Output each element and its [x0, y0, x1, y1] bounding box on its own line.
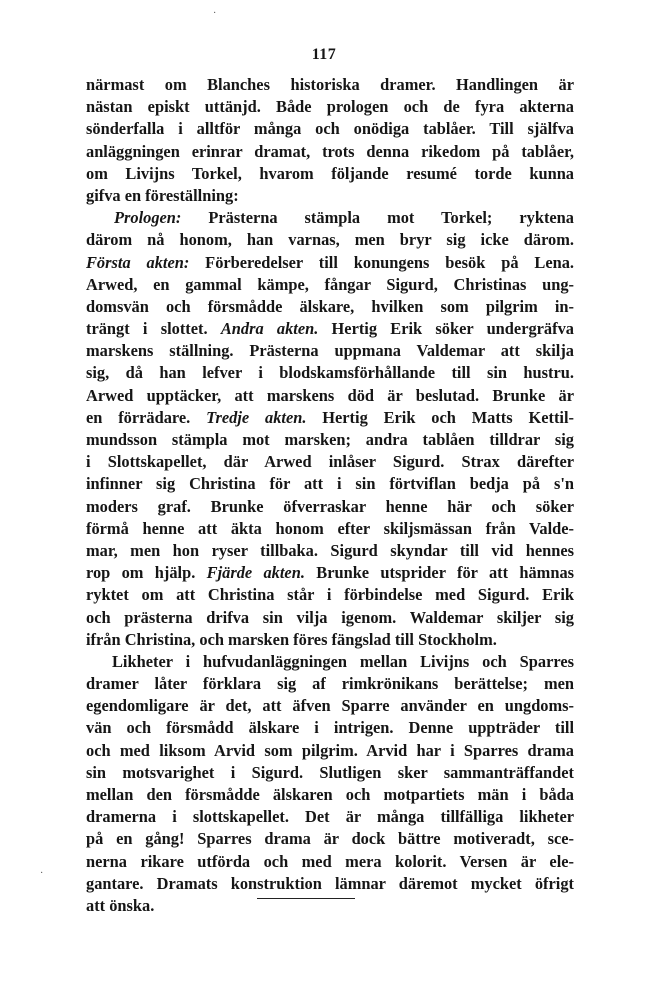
text-line [86, 207, 574, 229]
text-line: på en gång! Sparres drama är dock bättre motiveradt, sce- [86, 829, 574, 849]
text-line: och prästerna drifva sin vilja igenom. Waldemar skiljer sig [86, 607, 574, 627]
text-line [86, 562, 574, 584]
text-line: gifva en föreställning: [86, 185, 239, 205]
text-line: nerna rikare utförda och med mera kolorit. Versen är ele- [86, 851, 574, 871]
text-line: mar, men hon ryser tillbaka. Sigurd skyndar till vid hennes [86, 540, 574, 560]
text-line: dramerna i slottskapellet. Det är många tillfälliga likheter [86, 807, 574, 827]
text-line: domsvän och försmådde älskare, hvilken som pilgrim in- [86, 296, 574, 316]
line-segment: Hertig Erik och Matts Kettil- [306, 407, 574, 427]
text-line: dramer låter förklara sig af rimkrönikans berättelse; men [86, 674, 574, 694]
text-line: förmå henne att äkta honom efter skiljsmässan från Valde- [86, 518, 574, 538]
speck-mark: · [213, 8, 217, 19]
line-segment: Hertig Erik söker undergräfva [318, 319, 574, 339]
text-line: sin motsvarighet i Sigurd. Slutligen sker sammanträffandet [86, 762, 574, 782]
speck-mark: · [40, 868, 44, 879]
text-line: sönderfalla i alltför många och onödiga tablåer. Till själfva [86, 119, 574, 139]
text-line: anläggningen erinrar dramat, trots denna rikedom på tablåer, [86, 141, 574, 161]
act-heading-prologue: Prologen: [114, 208, 182, 228]
text-line: marskens ställning. Prästerna uppmana Valdemar att skilja [86, 341, 574, 361]
text-line: därom nå honom, han varnas, men bryr sig icke därom. [86, 230, 574, 250]
text-line [86, 252, 574, 274]
text-line: gantare. Dramats konstruktion lämnar däremot mycket öfrigt [86, 873, 574, 893]
text-line: mundsson stämpla mot marsken; andra tablåen tilldrar sig [86, 430, 574, 449]
text-line: i Slottskapellet, där Arwed inlåser Sigurd. Strax därefter [86, 452, 574, 472]
page-number: 117 [311, 46, 337, 63]
text-line: infinner sig Christina för att i sin förtviflan bedja på s'n [86, 474, 574, 494]
act-heading-fourth: Fjärde akten. [206, 563, 305, 583]
text-line: ryktet om att Christina står i förbindelse med Sigurd. Erik [86, 585, 574, 605]
line-segment: en förrädare. [86, 407, 207, 427]
text-line: Arwed, en gammal kämpe, fångar Sigurd, Christinas ung- [86, 274, 574, 294]
line-segment: Brunke utsprider för att hämnas [304, 563, 575, 583]
text-line: Arwed upptäcker, att marskens död är beslutad. Brunke är [86, 385, 574, 405]
text-line: vän och försmådd älskare i intrigen. Denne uppträder till [86, 718, 574, 738]
line-segment: rop om hjälp. [86, 563, 207, 583]
act-heading-second: Andra akten. [220, 319, 319, 339]
text-line [86, 407, 574, 429]
line-segment: Förberedelser till konungens besök på Lena. [189, 252, 574, 272]
act-heading-third: Tredje akten. [206, 407, 307, 427]
section-divider [257, 898, 355, 899]
text-line: ifrån Christina, och marsken föres fängslad till Stockholm. [86, 629, 497, 649]
text-line: att önska. [86, 895, 155, 915]
text-line: mellan den försmådde älskaren och motpartiets män i båda [86, 785, 574, 804]
line-segment: trängt i slottet. [86, 319, 221, 339]
text-line [86, 318, 574, 340]
line-segment: Prästerna stämpla mot Torkel; ryktena [181, 208, 574, 228]
text-line: om Livijns Torkel, hvarom följande resumé torde kunna [86, 163, 574, 183]
text-line: närmast om Blanches historiska dramer. Handlingen är [86, 75, 574, 94]
text-line: sig, då han lefver i blodskamsförhållande till sin hustru. [86, 363, 574, 383]
act-heading-first: Första akten: [86, 252, 190, 272]
text-line: nästan episkt uttänjd. Både prologen och de fyra akterna [86, 97, 574, 117]
text-line: moders graf. Brunke öfverraskar henne här och söker [86, 496, 574, 516]
body-text [86, 74, 574, 917]
text-line: och med liksom Arvid som pilgrim. Arvid har i Sparres drama [86, 740, 574, 760]
text-line: egendomligare är det, att äfven Sparre använder en ungdoms- [86, 696, 574, 716]
text-line: Likheter i hufvudanläggningen mellan Livijns och Sparres [112, 651, 574, 671]
